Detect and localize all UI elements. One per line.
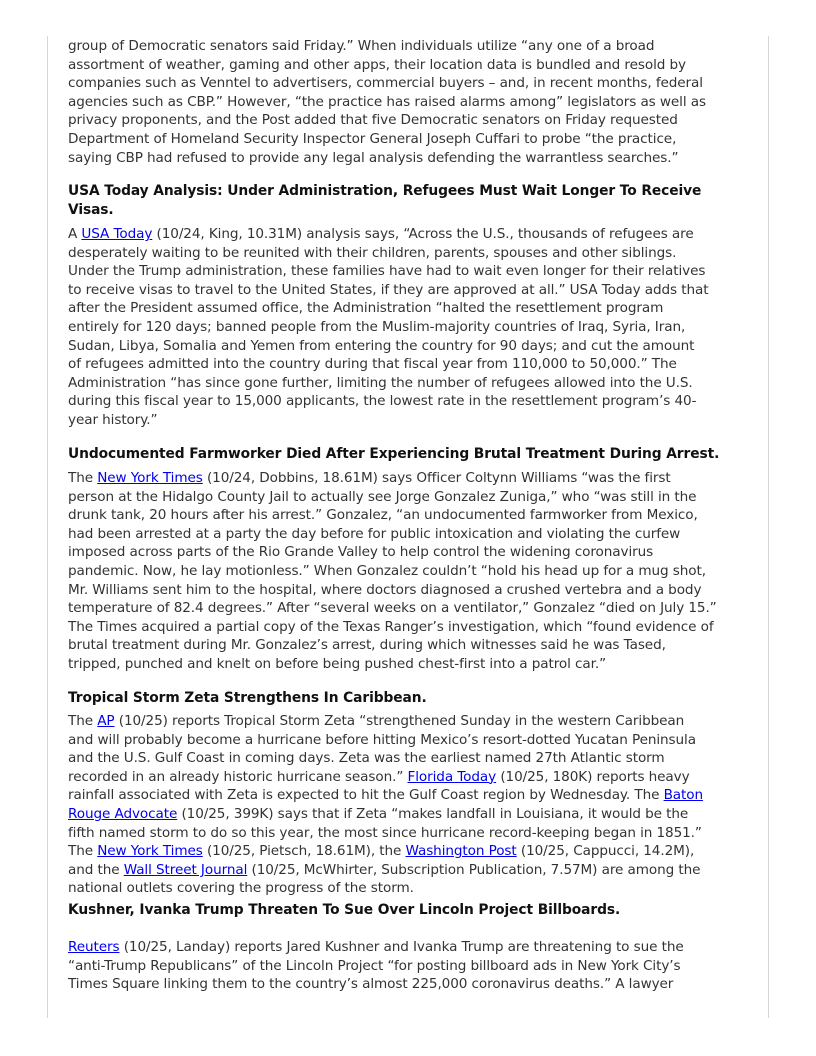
article-paragraph xyxy=(68,938,758,994)
text-segment: year history.” xyxy=(68,411,158,428)
source-link[interactable]: USA Today xyxy=(81,226,153,242)
text-segment: tripped, punched and knelt on before being pushed chest-first into a patrol car.” xyxy=(68,655,607,672)
text-segment: companies such as Venntel to advertisers, commercial buyers – and, in recent months, federal xyxy=(68,75,703,92)
text-line xyxy=(68,975,758,994)
text-line xyxy=(68,225,758,244)
text-segment: entirely for 120 days; banned people from the Muslim-majority countries of Iraq, Syria, Iran, xyxy=(68,318,686,335)
text-segment: and the xyxy=(68,861,124,878)
text-segment: The xyxy=(68,713,98,729)
text-line xyxy=(68,749,758,768)
text-line xyxy=(68,262,758,281)
text-line xyxy=(68,525,758,544)
text-line xyxy=(68,281,758,300)
text-line xyxy=(68,731,758,750)
text-line xyxy=(68,56,758,75)
text-line xyxy=(68,581,758,600)
text-segment: rainfall associated with Zeta is expected to hit the Gulf Coast region by Wednesday. The xyxy=(68,787,664,804)
source-link[interactable]: Washington Post xyxy=(405,843,517,860)
text-line xyxy=(68,712,758,731)
text-segment: (10/25, 180K) reports heavy xyxy=(496,768,690,785)
text-line xyxy=(68,805,758,824)
text-line xyxy=(68,901,758,920)
text-segment: The xyxy=(68,843,98,860)
source-link[interactable]: Baton xyxy=(663,787,703,804)
text-segment: agencies such as CBP.” However, “the practice has raised alarms among” legislators as well as xyxy=(68,93,706,110)
text-segment: Times Square linking them to the country’s almost 225,000 coronavirus deaths.” A lawyer xyxy=(68,976,674,993)
source-link[interactable]: Wall Street Journal xyxy=(123,861,248,878)
text-segment: imposed across parts of the Rio Grande Valley to help control the widening coronavirus xyxy=(68,544,654,561)
text-line xyxy=(68,636,758,655)
text-line xyxy=(68,824,758,843)
text-segment: pandemic. Now, he lay motionless.” When Gonzalez couldn’t “hold his head up for a mug shot, xyxy=(68,562,706,579)
text-line xyxy=(68,543,758,562)
text-segment: Undocumented Farmworker Died After Experiencing Brutal Treatment During Arrest. xyxy=(68,446,720,462)
text-segment: drunk tank, 20 hours after his arrest.” Gonzalez, “an undocumented farmworker from Mexico, xyxy=(68,507,698,524)
text-segment: and will probably become a hurricane before hitting Mexico’s resort-dotted Yucatan Peninsula xyxy=(68,731,696,748)
text-segment: group of Democratic senators said Friday.” When individuals utilize “any one of a broad xyxy=(68,38,655,54)
article-paragraph xyxy=(68,225,758,430)
text-segment: of refugees admitted into the country during that fiscal year from 110,000 to 50,000.” The xyxy=(68,356,677,373)
text-line xyxy=(68,618,758,637)
text-line xyxy=(68,562,758,581)
text-line xyxy=(68,879,758,898)
text-line xyxy=(68,469,758,488)
text-line xyxy=(68,786,758,805)
article-headline xyxy=(68,445,758,464)
text-segment: The xyxy=(68,470,98,486)
text-segment: after the President assumed office, the Administration “halted the resettlement program xyxy=(68,300,664,317)
text-line xyxy=(68,411,758,430)
text-line xyxy=(68,374,758,393)
source-link[interactable]: AP xyxy=(97,713,115,729)
text-segment: and the U.S. Gulf Coast in coming days. Zeta was the earliest named 27th Atlantic storm xyxy=(68,750,665,767)
text-segment: Tropical Storm Zeta Strengthens In Caribbean. xyxy=(68,690,427,706)
left-margin-rule xyxy=(47,36,48,1018)
text-line xyxy=(68,957,758,976)
text-line xyxy=(68,318,758,337)
text-segment: person at the Hidalgo County Jail to actually see Jorge Gonzalez Zuniga,” who “was still in the xyxy=(68,488,697,505)
text-segment: (10/25, McWhirter, Subscription Publication, 7.57M) are among the xyxy=(247,861,701,878)
text-segment: (10/25, Cappucci, 14.2M), xyxy=(516,843,695,860)
text-segment: had been arrested at a party the day before for public intoxication and violating the curfew xyxy=(68,525,681,542)
text-segment: (10/25, Landay) reports Jared Kushner and Ivanka Trump are threatening to sue the xyxy=(119,939,684,955)
text-line xyxy=(68,182,758,201)
text-line xyxy=(68,37,758,56)
article-paragraph xyxy=(68,712,758,898)
text-line xyxy=(68,599,758,618)
right-margin-rule xyxy=(768,36,769,1018)
text-segment: USA Today Analysis: Under Administration, Refugees Must Wait Longer To Receive xyxy=(68,183,702,199)
text-line xyxy=(68,299,758,318)
text-segment: Under the Trump administration, these families have had to wait even longer for their relatives xyxy=(68,263,706,280)
text-segment: Visas. xyxy=(68,201,114,218)
text-segment: saying CBP had refused to provide any legal analysis defending the warrantless searches.” xyxy=(68,149,679,166)
text-segment: (10/25, 399K) says that if Zeta “makes landfall in Louisiana, it would be the xyxy=(177,805,689,822)
text-segment: (10/25) reports Tropical Storm Zeta “strengthened Sunday in the western Caribbean xyxy=(114,713,685,729)
text-line xyxy=(68,655,758,674)
text-segment: (10/25, Pietsch, 18.61M), the xyxy=(202,843,406,860)
text-line xyxy=(68,355,758,374)
text-line xyxy=(68,130,758,149)
text-segment: assortment of weather, gaming and other apps, their location data is bundled and resold by xyxy=(68,56,686,73)
text-line xyxy=(68,201,758,220)
source-link[interactable]: Florida Today xyxy=(407,768,497,785)
text-line xyxy=(68,111,758,130)
text-line xyxy=(68,938,758,957)
article-paragraph xyxy=(68,469,758,674)
text-line xyxy=(68,74,758,93)
text-segment: Department of Homeland Security Inspector General Joseph Cuffari to probe “the practice, xyxy=(68,130,677,147)
text-line xyxy=(68,392,758,411)
text-line xyxy=(68,861,758,880)
article-headline xyxy=(68,689,758,708)
text-segment: The Times acquired a partial copy of the Texas Ranger’s investigation, which “found evidence of xyxy=(68,618,714,635)
article-headline xyxy=(68,901,758,920)
source-link[interactable]: New York Times xyxy=(97,470,203,486)
text-segment: Kushner, Ivanka Trump Threaten To Sue Over Lincoln Project Billboards. xyxy=(68,902,621,918)
text-segment: national outlets covering the progress of the storm. xyxy=(68,880,414,897)
text-line xyxy=(68,445,758,464)
text-segment: A xyxy=(68,226,82,242)
text-segment: Sudan, Libya, Somalia and Yemen from entering the country for 90 days; and cut the amount xyxy=(68,337,695,354)
source-link[interactable]: Rouge Advocate xyxy=(68,805,178,822)
text-segment: desperately waiting to be reunited with their children, parents, spouses and other siblings. xyxy=(68,244,677,261)
text-line xyxy=(68,149,758,168)
article-paragraph xyxy=(68,37,758,167)
text-segment: “anti-Trump Republicans” of the Lincoln Project “for posting billboard ads in New York City’s xyxy=(68,957,681,974)
text-line xyxy=(68,488,758,507)
text-line xyxy=(68,337,758,356)
text-segment: fifth named storm to do so this year, the most since hurricane record-keeping began in 1851.” xyxy=(68,824,702,841)
text-segment: Administration “has since gone further, limiting the number of refugees allowed into the U.S. xyxy=(68,374,693,391)
source-link[interactable]: New York Times xyxy=(97,843,203,860)
text-line xyxy=(68,842,758,861)
text-segment: privacy proponents, and the Post added that five Democratic senators on Friday requested xyxy=(68,112,678,129)
text-segment: (10/24, Dobbins, 18.61M) says Officer Coltynn Williams “was the first xyxy=(202,470,671,486)
text-segment: brutal treatment during Mr. Gonzalez’s arrest, during which witnesses said he was Tased, xyxy=(68,637,666,654)
text-segment: during this fiscal year to 15,000 applicants, the lowest rate in the resettlement program’s 40- xyxy=(68,393,697,410)
text-line xyxy=(68,506,758,525)
text-segment: temperature of 82.4 degrees.” After “several weeks on a ventilator,” Gonzalez “died on July 15.” xyxy=(68,600,717,617)
text-segment: Mr. Williams sent him to the hospital, where doctors diagnosed a crushed vertebra and a body xyxy=(68,581,702,598)
source-link[interactable]: Reuters xyxy=(68,939,120,955)
text-segment: to receive visas to travel to the United States, if they are approved at all.” USA Today adds that xyxy=(68,281,709,298)
text-line xyxy=(68,689,758,708)
article-headline xyxy=(68,182,758,219)
text-line xyxy=(68,768,758,787)
text-line xyxy=(68,93,758,112)
text-line xyxy=(68,244,758,263)
text-segment: (10/24, King, 10.31M) analysis says, “Across the U.S., thousands of refugees are xyxy=(152,226,694,242)
text-segment: recorded in an already historic hurricane season.” xyxy=(68,768,408,785)
